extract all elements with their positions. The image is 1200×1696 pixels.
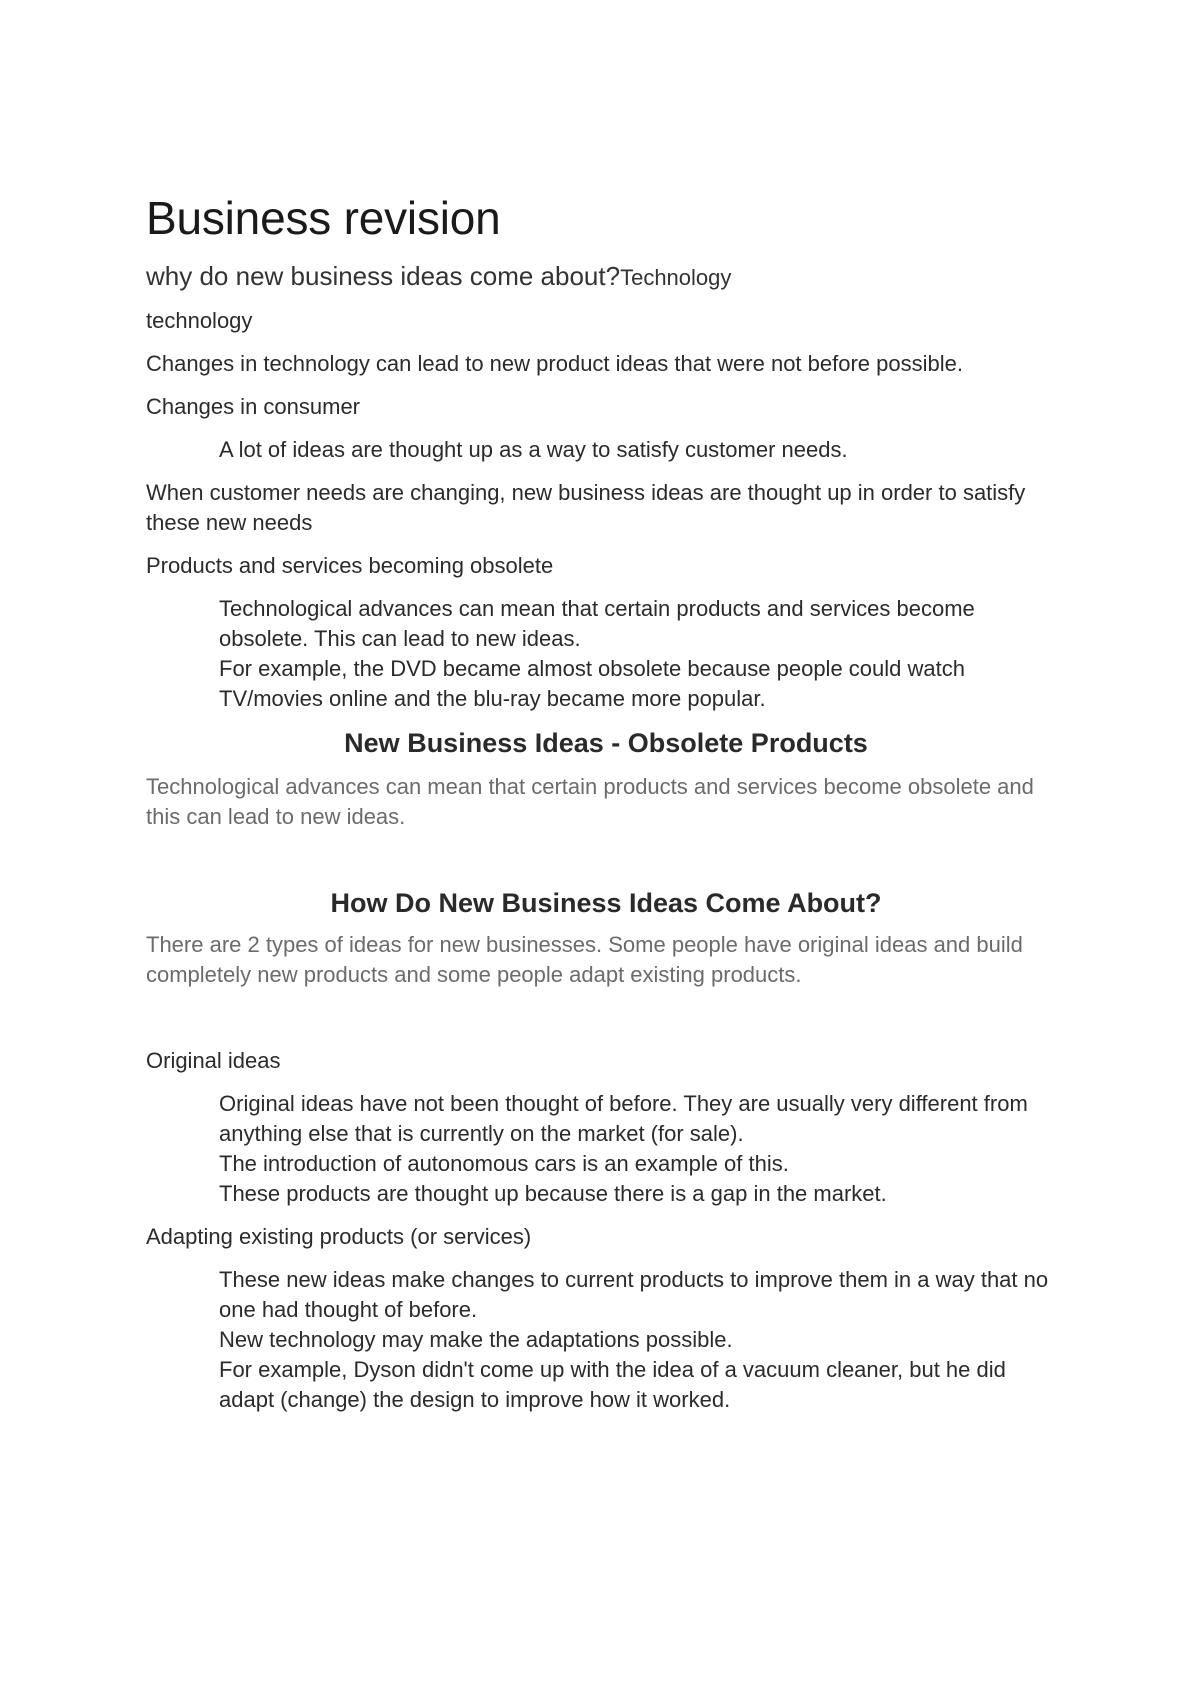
- heading-obsolete-text: Technological advances can mean that certain products and services become obsolete and this can lead to new ideas.: [146, 774, 1034, 829]
- technology-text: Changes in technology can lead to new product ideas that were not before possible.: [146, 351, 963, 376]
- original-indent-3: These products are thought up because there is a gap in the market.: [219, 1181, 887, 1206]
- subtitle-tag: Technology: [620, 265, 732, 290]
- technology-label: technology: [146, 308, 253, 333]
- consumer-text: When customer needs are changing, new business ideas are thought up in order to satisfy these new needs: [146, 480, 1026, 535]
- original-ideas-label: Original ideas: [146, 1048, 281, 1073]
- heading-how-ideas-come-about: How Do New Business Ideas Come About?: [330, 888, 882, 918]
- original-indent-2: The introduction of autonomous cars is an example of this.: [219, 1151, 789, 1176]
- consumer-label: Changes in consumer: [146, 394, 361, 419]
- heading-obsolete-products: New Business Ideas - Obsolete Products: [344, 728, 868, 758]
- document-title: Business revision: [146, 192, 501, 244]
- heading-how-text: There are 2 types of ideas for new businesses. Some people have original ideas and build completely new products and some people adapt existing products.: [146, 932, 1023, 987]
- obsolete-indent-block: [146, 594, 1066, 714]
- subtitle-question: why do new business ideas come about?: [146, 261, 621, 291]
- obsolete-indent-1: Technological advances can mean that certain products and services become obsolete. This can lead to new ideas.: [219, 596, 975, 651]
- adapting-block: [146, 1265, 1066, 1415]
- subtitle-line: [146, 260, 1066, 294]
- adapting-label: Adapting existing products (or services): [146, 1224, 532, 1249]
- consumer-indent-text: A lot of ideas are thought up as a way to satisfy customer needs.: [219, 437, 848, 462]
- obsolete-indent-2: For example, the DVD became almost obsolete because people could watch TV/movies online and the blu-ray became more popular.: [219, 656, 965, 711]
- original-ideas-block: [146, 1089, 1066, 1209]
- document-body: [146, 190, 1066, 1415]
- adapting-indent-1: These new ideas make changes to current products to improve them in a way that no one had thought of before.: [219, 1267, 1049, 1322]
- adapting-indent-3: For example, Dyson didn't come up with the idea of a vacuum cleaner, but he did adapt (change) the design to improve how it worked.: [219, 1357, 1006, 1412]
- original-indent-1: Original ideas have not been thought of before. They are usually very different from anything else that is currently on the market (for sale).: [219, 1091, 1028, 1146]
- adapting-indent-2: New technology may make the adaptations possible.: [219, 1327, 733, 1352]
- obsolete-label: Products and services becoming obsolete: [146, 553, 554, 578]
